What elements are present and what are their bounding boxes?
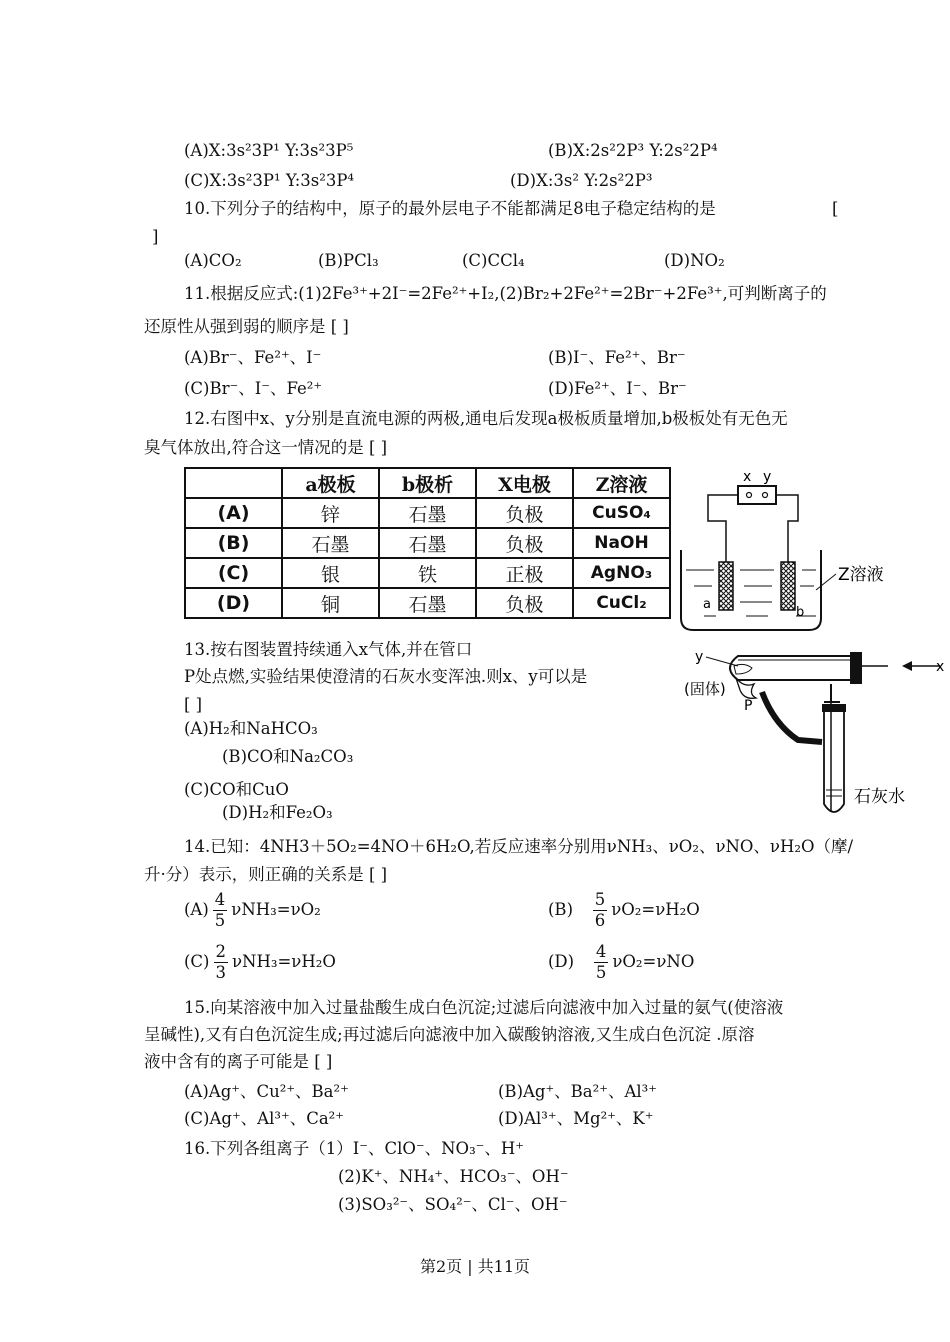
electrolysis-table	[184, 467, 671, 619]
option-expression: νNH₃=νH₂O	[232, 952, 336, 971]
table-cell: (C)	[185, 558, 282, 588]
q15-stem-cont2: 液中含有的离子可能是 [ ]	[144, 1052, 333, 1071]
option-expression: νO₂=νH₂O	[611, 900, 700, 919]
q9-option-b: (B)X:2s²2P³ Y:2s²2P⁴	[548, 141, 718, 160]
table-row	[185, 588, 670, 618]
q15-option-d: (D)Al³⁺、Mg²⁺、K⁺	[498, 1109, 654, 1128]
option-expression: νO₂=νNO	[612, 952, 695, 971]
label-y: y	[695, 649, 704, 665]
q13-stem: 13.按右图装置持续通入x气体,并在管口	[184, 640, 473, 659]
numerator: 2	[215, 942, 226, 961]
table-cell: 石墨	[379, 498, 476, 528]
table-header-cell: Z溶液	[573, 468, 670, 498]
q14-stem: 14.已知：4NH3＋5O₂=4NO＋6H₂O,若反应速率分别用νNH₃、νO₂、νNO、νH₂O（摩/	[184, 837, 854, 856]
leader-line	[816, 574, 836, 590]
q11-stem-cont: 还原性从强到弱的顺序是 [ ]	[144, 317, 349, 336]
test-tube-stopper	[822, 704, 846, 712]
q15-option-c: (C)Ag⁺、Al³⁺、Ca²⁺	[184, 1109, 344, 1128]
page-footer: 第2页 | 共11页	[419, 1257, 531, 1276]
numerator: 5	[594, 890, 606, 909]
table-header-cell: X电极	[476, 468, 573, 498]
table-cell: 铁	[379, 558, 476, 588]
q10-option-d: (D)NO₂	[664, 251, 725, 270]
option-label: (B)	[548, 900, 573, 919]
numerator: 4	[595, 942, 607, 961]
fraction	[593, 890, 608, 931]
option-label: (C)	[184, 952, 210, 971]
option-label: (D)	[548, 952, 575, 971]
q15-option-b: (B)Ag⁺、Ba²⁺、Al³⁺	[498, 1082, 657, 1101]
table-cell: (B)	[185, 528, 282, 558]
q13-option-d: (D)H₂和Fe₂O₃	[222, 803, 333, 822]
table-cell: 石墨	[379, 588, 476, 618]
q13-bracket: [ ]	[184, 695, 203, 714]
table-cell: 银	[282, 558, 379, 588]
q11-option-a: (A)Br⁻、Fe²⁺、I⁻	[184, 348, 322, 367]
label-a: a	[703, 597, 711, 612]
q15-stem-cont: 呈碱性),又有白色沉淀生成;再过滤后向滤液中加入碳酸钠溶液,又生成白色沉淀 .原溶	[144, 1025, 755, 1044]
denominator: 6	[594, 911, 606, 930]
table-row	[185, 498, 670, 528]
table-cell: AgNO₃	[573, 558, 670, 588]
table-header-cell: b极析	[379, 468, 476, 498]
tube-stopper	[850, 652, 862, 684]
q13-option-b: (B)CO和Na₂CO₃	[222, 747, 354, 766]
arrow-head-icon	[902, 661, 912, 671]
table-cell: 负极	[476, 588, 573, 618]
option-label: (A)	[184, 900, 209, 919]
table-cell: 正极	[476, 558, 573, 588]
electrolysis-cell-diagram	[676, 466, 916, 636]
q14-option-a	[184, 890, 321, 931]
label-p: P	[744, 698, 753, 714]
q11-option-d: (D)Fe²⁺、I⁻、Br⁻	[548, 379, 687, 398]
q13-option-a: (A)H₂和NaHCO₃	[184, 719, 318, 738]
q11-option-c: (C)Br⁻、I⁻、Fe²⁺	[184, 379, 323, 398]
wire-right	[776, 495, 798, 562]
table-header-cell	[185, 468, 282, 498]
q13-stem-cont: P处点燃,实验结果使澄清的石灰水变浑浊.则x、y可以是	[184, 667, 588, 686]
denominator: 5	[214, 911, 226, 930]
q11-option-b: (B)I⁻、Fe²⁺、Br⁻	[548, 348, 686, 367]
q14-option-c	[184, 942, 336, 983]
q11-stem: 11.根据反应式:(1)2Fe³⁺+2I⁻=2Fe²⁺+I₂,(2)Br₂+2Fe²⁺=2Br⁻+2Fe³⁺,可判断离子的	[184, 284, 827, 303]
gas-reaction-apparatus-diagram	[678, 644, 948, 824]
label-x: x	[936, 659, 945, 675]
label-solid: (固体)	[684, 680, 726, 698]
test-tube	[824, 712, 844, 812]
option-expression: νNH₃=νO₂	[231, 900, 321, 919]
label-z-solution: Z溶液	[838, 565, 884, 585]
table-row	[185, 528, 670, 558]
table-cell: 石墨	[379, 528, 476, 558]
table-cell: CuSO₄	[573, 498, 670, 528]
rubber-tube	[762, 692, 822, 742]
q12-stem-cont: 臭气体放出,符合这一情况的是 [ ]	[144, 438, 388, 457]
fraction	[594, 942, 609, 983]
electrode-b	[781, 562, 795, 610]
q12-stem: 12.右图中x、y分别是直流电源的两极,通电后发现a极板质量增加,b极板处有无色无	[184, 409, 788, 428]
table-header-cell: a极板	[282, 468, 379, 498]
fraction	[213, 890, 228, 931]
table-header-row	[185, 468, 670, 498]
q15-option-a: (A)Ag⁺、Cu²⁺、Ba²⁺	[184, 1082, 349, 1101]
q9-option-d: (D)X:3s² Y:2s²2P³	[510, 171, 653, 190]
table-cell: 锌	[282, 498, 379, 528]
q14-option-b	[548, 890, 700, 931]
q14-stem-cont: 升·分）表示，则正确的关系是 [ ]	[144, 865, 388, 884]
q10-option-b: (B)PCl₃	[318, 251, 379, 270]
q10-option-c: (C)CCl₄	[462, 251, 525, 270]
label-y: y	[763, 469, 772, 485]
wire-left	[708, 495, 738, 562]
q14-option-d	[548, 942, 694, 983]
q10-bracket-open: [	[832, 199, 839, 218]
table-cell: 石墨	[282, 528, 379, 558]
electrode-a	[719, 562, 733, 610]
q16-stem: 16.下列各组离子（1）I⁻、ClO⁻、NO₃⁻、H⁺	[184, 1139, 524, 1158]
numerator: 4	[214, 890, 226, 909]
q15-stem: 15.向某溶液中加入过量盐酸生成白色沉淀;过滤后向滤液中加入过量的氨气(使溶液	[184, 998, 784, 1017]
table-cell: 铜	[282, 588, 379, 618]
label-b: b	[796, 605, 805, 620]
q16-group-3: (3)SO₃²⁻、SO₄²⁻、Cl⁻、OH⁻	[338, 1195, 568, 1214]
denominator: 3	[215, 963, 226, 982]
label-limewater: 石灰水	[854, 787, 905, 807]
table-cell: NaOH	[573, 528, 670, 558]
table-row	[185, 558, 670, 588]
flame-icon	[736, 678, 756, 698]
label-x: x	[743, 469, 752, 485]
table-cell: 负极	[476, 498, 573, 528]
q9-option-c: (C)X:3s²3P¹ Y:3s²3P⁴	[184, 171, 355, 190]
table-cell: CuCl₂	[573, 588, 670, 618]
q9-option-a: (A)X:3s²3P¹ Y:3s²3P⁵	[184, 141, 354, 160]
denominator: 5	[595, 963, 607, 982]
q16-group-2: (2)K⁺、NH₄⁺、HCO₃⁻、OH⁻	[338, 1167, 569, 1186]
power-source-box	[738, 486, 776, 504]
q10-stem: 10.下列分子的结构中，原子的最外层电子不能都满足8电子稳定结构的是	[184, 199, 716, 218]
q10-option-a: (A)CO₂	[184, 251, 242, 270]
table-cell: 负极	[476, 528, 573, 558]
q10-bracket-close: ]	[152, 227, 159, 246]
table-cell: (D)	[185, 588, 282, 618]
q13-option-c: (C)CO和CuO	[184, 780, 289, 799]
table-cell: (A)	[185, 498, 282, 528]
fraction	[214, 942, 229, 983]
